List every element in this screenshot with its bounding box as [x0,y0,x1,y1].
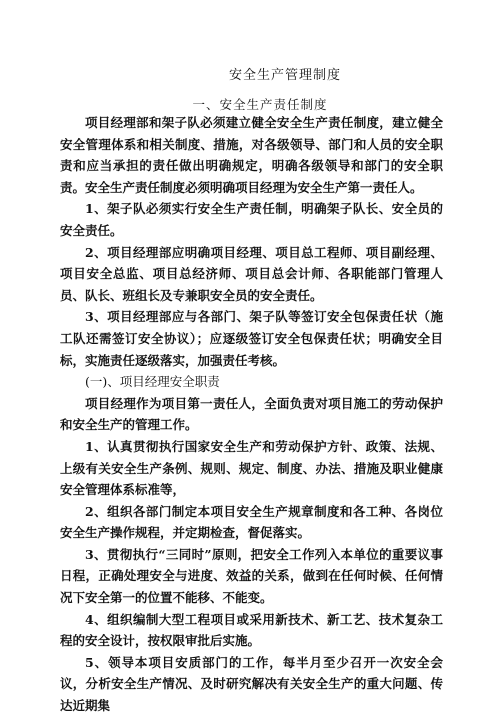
clause-paragraph: 2、项目经理部应明确项目经理、项目总工程师、项目副经理、项目安全总监、项目总经济师、项目总会计师、各职能部门管理人员、队长、班组长及专兼职安全员的安全责任。 [60,244,443,303]
document-body [60,112,443,717]
clause-paragraph: 3、贯彻执行“三同时”原则，把安全工作列入本单位的重要议事日程，正确处理安全与进度、效益的关系，做到在任何时候、任何情况下安全第一的位置不能移、不能变。 [60,546,443,606]
subsection-heading: (一)、项目经理安全职责 [85,374,220,390]
clause-paragraph: 5、领导本项目安质部门的工作，每半月至少召开一次安全会议，分析安全生产情况、及时研究解决有关安全生产的重大问题、传达近期集 [60,654,443,714]
clause-paragraph: 1、架子队必须实行安全生产责任制，明确架子队长、安全员的安全责任。 [60,201,443,238]
clause-paragraph: 项目经理作为项目第一责任人，全面负责对项目施工的劳动保护和安全生产的管理工作。 [60,395,443,433]
document-title: 安全生产管理制度 [228,68,341,83]
clause-paragraph: 3、项目经理部应与各部门、架子队等签订安全包保责任状（施工队还需签订安全协议）；应逐级签订安全包保责任状；明确安全目标，实施责任逐级落实，加强责任考核。 [60,309,443,368]
clause-paragraph: 2、组织各部门制定本项目安全生产规章制度和各工种、各岗位安全生产操作规程，并定期检查，督促落实。 [60,503,443,541]
clause-paragraph: 4、组织编制大型工程项目或采用新技术、新工艺、技术复杂工程的安全设计，按权限审批后实施。 [60,611,443,649]
intro-paragraph: 项目经理部和架子队必须建立健全安全生产责任制度，建立健全安全管理体系和相关制度、措施，对各级领导、部门和人员的安全职责和应当承担的责任做出明确规定，明确各级领导和部门的安全职责。安全生产责任制度必须明确项目经理为安全生产第一责任人。 [60,115,443,195]
section-title: 一、安全生产责任制度 [192,97,328,112]
clause-paragraph: 1、认真贯彻执行国家安全生产和劳动保护方针、政策、法规、上级有关安全生产条例、规则、规定、制度、办法、措施及职业健康安全管理体系标准等， [60,438,443,498]
